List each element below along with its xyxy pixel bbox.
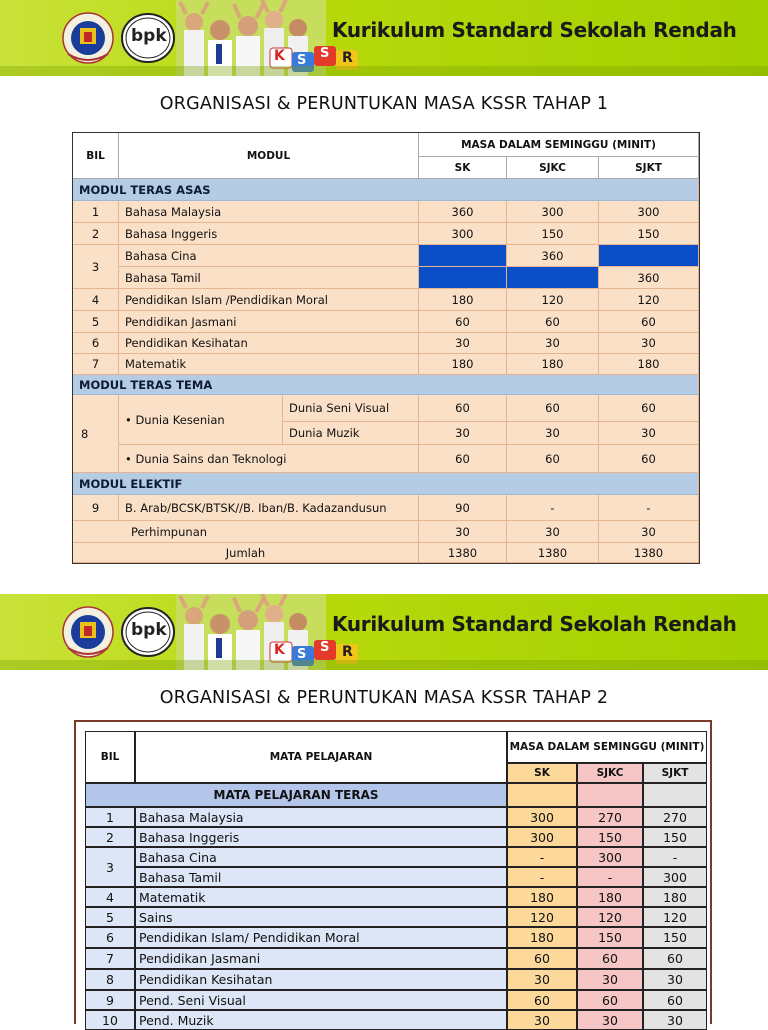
t2-row1-name: Bahasa Malaysia: [135, 807, 507, 827]
row6-sk: 30: [419, 333, 507, 354]
row7-name: Matematik: [119, 354, 419, 375]
row8-muzik: Dunia Muzik: [283, 422, 419, 445]
row7-bil: 7: [73, 354, 119, 375]
header-masa: MASA DALAM SEMINGGU (MINIT): [419, 133, 699, 157]
row7-sk: 180: [419, 354, 507, 375]
row3a-sk-blank: [419, 245, 507, 267]
t2-row10-sjkt: 30: [643, 1010, 707, 1030]
row1-sjkc: 300: [507, 201, 599, 223]
banner-title: Kurikulum Standard Sekolah Rendah: [332, 612, 737, 636]
row4-bil: 4: [73, 289, 119, 311]
t2-row8-bil: 8: [85, 969, 135, 990]
t2-row2-sjkt: 150: [643, 827, 707, 847]
row8-seni-sjkc: 60: [507, 395, 599, 422]
row8-sains-sjkt: 60: [599, 445, 699, 473]
row1-bil: 1: [73, 201, 119, 223]
t2-row3a-sjkt: -: [643, 847, 707, 867]
row1-sk: 360: [419, 201, 507, 223]
perhimpunan-label: Perhimpunan: [73, 521, 419, 543]
t2-row3a-name: Bahasa Cina: [135, 847, 507, 867]
t2-row5-bil: 5: [85, 907, 135, 927]
row3-bil: 3: [73, 245, 119, 289]
kssr-letter-r: R: [342, 644, 353, 660]
t2-row1-bil: 1: [85, 807, 135, 827]
t2-row3a-sjkc: 300: [577, 847, 643, 867]
t2-row1-sjkt: 270: [643, 807, 707, 827]
row3b-sjkc-blank: [507, 267, 599, 289]
row2-bil: 2: [73, 223, 119, 245]
t2-row7-sk: 60: [507, 948, 577, 969]
t2-row7-sjkt: 60: [643, 948, 707, 969]
row6-sjkt: 30: [599, 333, 699, 354]
header-banner-2: [0, 594, 768, 670]
bpk-logo-text: bpk: [131, 26, 167, 46]
t2-row5-sjkc: 120: [577, 907, 643, 927]
header-mata: MATA PELAJARAN: [135, 731, 507, 783]
t2-row9-bil: 9: [85, 990, 135, 1010]
t2-row7-name: Pendidikan Jasmani: [135, 948, 507, 969]
banner-title: Kurikulum Standard Sekolah Rendah: [332, 18, 737, 42]
t2-row3-bil: 3: [85, 847, 135, 887]
t2-row3b-sjkc: -: [577, 867, 643, 887]
row8-sains: • Dunia Sains dan Teknologi: [119, 445, 419, 473]
kssr-letter-k: K: [274, 642, 285, 658]
row7-sjkc: 180: [507, 354, 599, 375]
row9-bil: 9: [73, 495, 119, 521]
kssr-letter-s2: S: [320, 640, 330, 655]
t2-row3b-sk: -: [507, 867, 577, 887]
jumlah-sjkc: 1380: [507, 543, 599, 563]
row3b-name: Bahasa Tamil: [119, 267, 419, 289]
row4-sk: 180: [419, 289, 507, 311]
row1-name: Bahasa Malaysia: [119, 201, 419, 223]
row8-seni-sjkt: 60: [599, 395, 699, 422]
t2-row6-sjkc: 150: [577, 927, 643, 948]
row4-name: Pendidikan Islam /Pendidikan Moral: [119, 289, 419, 311]
kssr-letter-k: K: [274, 48, 285, 64]
row2-sjkc: 150: [507, 223, 599, 245]
t2-row1-sk: 300: [507, 807, 577, 827]
t2-row2-bil: 2: [85, 827, 135, 847]
t2-row2-sk: 300: [507, 827, 577, 847]
perhimpunan-sjkt: 30: [599, 521, 699, 543]
row9-sjkt: -: [599, 495, 699, 521]
t2-row4-sjkc: 180: [577, 887, 643, 907]
header-masa: MASA DALAM SEMINGGU (MINIT): [507, 731, 707, 763]
header-banner-1: [0, 0, 768, 76]
bpk-logo-text: bpk: [131, 620, 167, 640]
header-modul: MODUL: [119, 133, 419, 179]
kssr-letter-s1: S: [297, 647, 307, 662]
t2-row4-bil: 4: [85, 887, 135, 907]
row3a-sjkc: 360: [507, 245, 599, 267]
jumlah-sjkt: 1380: [599, 543, 699, 563]
row3a-sjkt-blank: [599, 245, 699, 267]
ministry-crest-icon: [62, 604, 114, 660]
row4-sjkt: 120: [599, 289, 699, 311]
row8-kesenian: • Dunia Kesenian: [119, 395, 283, 445]
row5-name: Pendidikan Jasmani: [119, 311, 419, 333]
kssr-letter-r: R: [342, 50, 353, 66]
row3a-name: Bahasa Cina: [119, 245, 419, 267]
row8-muzik-sjkt: 30: [599, 422, 699, 445]
row6-name: Pendidikan Kesihatan: [119, 333, 419, 354]
section-teras-tema: MODUL TERAS TEMA: [73, 375, 699, 395]
row6-bil: 6: [73, 333, 119, 354]
section-teras: MATA PELAJARAN TERAS: [85, 783, 507, 807]
t2-row2-name: Bahasa Inggeris: [135, 827, 507, 847]
header-sk: SK: [419, 157, 507, 179]
row2-sk: 300: [419, 223, 507, 245]
row8-seni-sk: 60: [419, 395, 507, 422]
row1-sjkt: 300: [599, 201, 699, 223]
t2-row8-sjkt: 30: [643, 969, 707, 990]
section-sk-cell: [507, 783, 577, 807]
row3b-sk-blank: [419, 267, 507, 289]
t2-row4-name: Matematik: [135, 887, 507, 907]
section-sjkc-cell: [577, 783, 643, 807]
t2-row8-sjkc: 30: [577, 969, 643, 990]
t2-row10-sk: 30: [507, 1010, 577, 1030]
perhimpunan-sjkc: 30: [507, 521, 599, 543]
t2-row4-sjkt: 180: [643, 887, 707, 907]
row2-name: Bahasa Inggeris: [119, 223, 419, 245]
t2-row10-name: Pend. Muzik: [135, 1010, 507, 1030]
t2-row5-name: Sains: [135, 907, 507, 927]
row8-seni-visual: Dunia Seni Visual: [283, 395, 419, 422]
row4-sjkc: 120: [507, 289, 599, 311]
t2-row8-name: Pendidikan Kesihatan: [135, 969, 507, 990]
t2-row10-bil: 10: [85, 1010, 135, 1030]
row6-sjkc: 30: [507, 333, 599, 354]
row2-sjkt: 150: [599, 223, 699, 245]
t2-row3a-sk: -: [507, 847, 577, 867]
t2-row3b-name: Bahasa Tamil: [135, 867, 507, 887]
row8-sains-sk: 60: [419, 445, 507, 473]
t2-row10-sjkc: 30: [577, 1010, 643, 1030]
header-sjkt: SJKT: [643, 763, 707, 783]
t2-row9-name: Pend. Seni Visual: [135, 990, 507, 1010]
t2-row9-sjkt: 60: [643, 990, 707, 1010]
row5-sjkc: 60: [507, 311, 599, 333]
section-sjkt-cell: [643, 783, 707, 807]
kssr-letter-s2: S: [320, 46, 330, 61]
header-bil: BIL: [85, 731, 135, 783]
t2-row7-bil: 7: [85, 948, 135, 969]
section-elektif: MODUL ELEKTIF: [73, 473, 699, 495]
row3b-sjkt: 360: [599, 267, 699, 289]
jumlah-sk: 1380: [419, 543, 507, 563]
t2-row1-sjkc: 270: [577, 807, 643, 827]
t2-row3b-sjkt: 300: [643, 867, 707, 887]
section-teras-asas: MODUL TERAS ASAS: [73, 179, 699, 201]
row9-sk: 90: [419, 495, 507, 521]
tahap2-title: ORGANISASI & PERUNTUKAN MASA KSSR TAHAP 2: [159, 688, 609, 708]
header-bil: BIL: [73, 133, 119, 179]
header-sjkc: SJKC: [507, 157, 599, 179]
tahap1-table: [72, 132, 700, 564]
t2-row6-name: Pendidikan Islam/ Pendidikan Moral: [135, 927, 507, 948]
t2-row5-sk: 120: [507, 907, 577, 927]
ministry-crest-icon: [62, 10, 114, 66]
t2-row9-sjkc: 60: [577, 990, 643, 1010]
row5-bil: 5: [73, 311, 119, 333]
jumlah-label: Jumlah: [73, 543, 419, 563]
t2-row6-sk: 180: [507, 927, 577, 948]
kssr-letter-s1: S: [297, 53, 307, 68]
row8-muzik-sk: 30: [419, 422, 507, 445]
row8-muzik-sjkc: 30: [507, 422, 599, 445]
t2-row2-sjkc: 150: [577, 827, 643, 847]
t2-row5-sjkt: 120: [643, 907, 707, 927]
perhimpunan-sk: 30: [419, 521, 507, 543]
t2-row8-sk: 30: [507, 969, 577, 990]
t2-row9-sk: 60: [507, 990, 577, 1010]
t2-row7-sjkc: 60: [577, 948, 643, 969]
tahap2-table-frame: [74, 720, 712, 1028]
header-sjkc: SJKC: [577, 763, 643, 783]
row8-sains-sjkc: 60: [507, 445, 599, 473]
t2-row6-sjkt: 150: [643, 927, 707, 948]
t2-row4-sk: 180: [507, 887, 577, 907]
row8-bil: 8: [73, 395, 119, 473]
row9-sjkc: -: [507, 495, 599, 521]
t2-row6-bil: 6: [85, 927, 135, 948]
header-sjkt: SJKT: [599, 157, 699, 179]
row5-sk: 60: [419, 311, 507, 333]
row9-name: B. Arab/BCSK/BTSK//B. Iban/B. Kadazandusun: [119, 495, 419, 521]
row5-sjkt: 60: [599, 311, 699, 333]
header-sk: SK: [507, 763, 577, 783]
tahap1-title: ORGANISASI & PERUNTUKAN MASA KSSR TAHAP 1: [159, 94, 609, 114]
row7-sjkt: 180: [599, 354, 699, 375]
